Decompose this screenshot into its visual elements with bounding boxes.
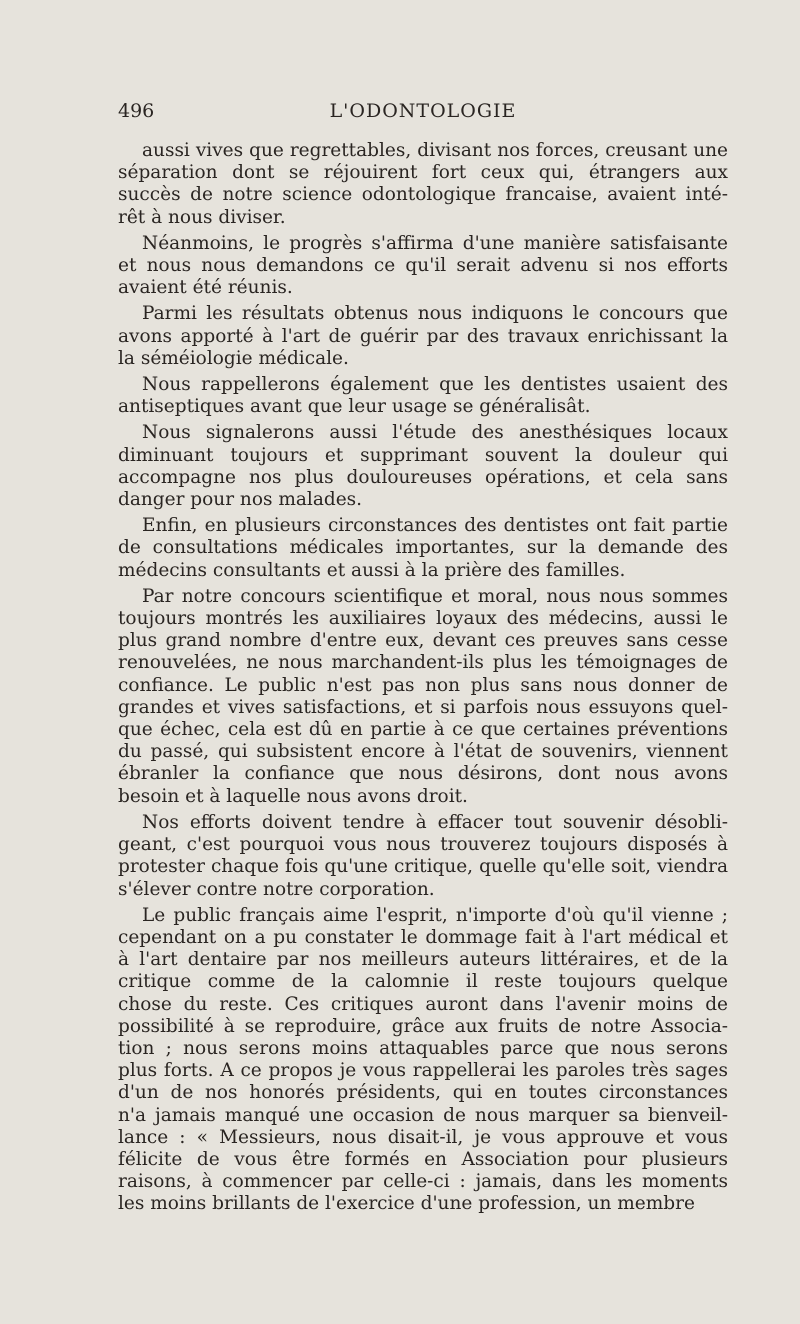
text-line: et nous nous demandons ce qu'il serait advenu si nos efforts — [118, 255, 728, 277]
text-line: d'un de nos honorés présidents, qui en toutes circonstances — [118, 1082, 728, 1104]
text-line: toujours montrés les auxiliaires loyaux des médecins, aussi le — [118, 608, 728, 630]
paragraph — [118, 303, 728, 370]
text-line: raisons, à commencer par celle-ci : jamais, dans les moments — [118, 1171, 728, 1193]
paragraph — [118, 905, 728, 1216]
text-line: critique comme de la calomnie il reste toujours quelque — [118, 971, 728, 993]
text-line: félicite de vous être formés en Association pour plusieurs — [118, 1148, 728, 1170]
text-line: tion ; nous serons moins attaquables parce que nous serons — [118, 1037, 728, 1059]
text-line: ébranler la confiance que nous désirons, dont nous avons — [118, 763, 728, 785]
text-line: Parmi les résultats obtenus nous indiquons le concours que — [142, 303, 728, 325]
text-line: danger pour nos malades. — [118, 489, 363, 511]
text-line: la séméiologie médicale. — [118, 347, 349, 369]
paragraph — [118, 233, 728, 300]
page-number: 496 — [118, 100, 155, 122]
paragraph — [118, 374, 728, 418]
text-line: diminuant toujours et supprimant souvent la douleur qui — [118, 444, 728, 466]
text-line: succès de notre science odontologique francaise, avaient inté- — [118, 184, 728, 206]
text-line: plus forts. A ce propos je vous rappellerai les paroles très sages — [118, 1060, 728, 1082]
text-line: les moins brillants de l'exercice d'une profession, un membre — [118, 1193, 695, 1215]
text-line: chose du reste. Ces critiques auront dans l'avenir moins de — [118, 993, 728, 1015]
text-line: séparation dont se réjouirent fort ceux qui, étrangers aux — [118, 162, 728, 184]
text-line: Nos efforts doivent tendre à effacer tout souvenir désobli- — [142, 811, 728, 833]
text-line: plus grand nombre d'entre eux, devant ces preuves sans cesse — [118, 630, 728, 652]
text-line: de consultations médicales importantes, sur la demande des — [118, 537, 728, 559]
text-line: Nous rappellerons également que les dentistes usaient des — [142, 374, 728, 396]
text-line: renouvelées, ne nous marchandent-ils plus les témoignages de — [118, 652, 728, 674]
running-title: L'ODONTOLOGIE — [329, 100, 517, 122]
text-line: Néanmoins, le progrès s'affirma d'une manière satisfaisante — [142, 232, 728, 254]
text-line: lance : « Messieurs, nous disait-il, je vous approuve et vous — [118, 1126, 728, 1148]
text-line: Nous signalerons aussi l'étude des anesthésiques locaux — [142, 422, 728, 444]
text-line: aussi vives que regrettables, divisant nos forces, creusant une — [142, 140, 728, 161]
text-line: Par notre concours scientifique et moral, nous nous sommes — [142, 585, 728, 607]
text-line: grandes et vives satisfactions, et si parfois nous essuyons quel- — [118, 696, 728, 718]
text-line: rêt à nous diviser. — [118, 206, 286, 228]
paragraph — [118, 812, 728, 901]
text-line: Enfin, en plusieurs circonstances des dentistes ont fait partie — [142, 515, 728, 537]
body-text — [118, 140, 728, 1220]
text-line: geant, c'est pourquoi vous nous trouverez toujours disposés à — [118, 834, 728, 856]
text-line: s'élever contre notre corporation. — [118, 878, 435, 900]
text-line: médecins consultants et aussi à la prière des familles. — [118, 559, 626, 581]
paragraph — [118, 422, 728, 511]
text-line: avons apporté à l'art de guérir par des travaux enrichissant la — [118, 325, 728, 347]
text-line: accompagne nos plus douloureuses opérations, et cela sans — [118, 466, 728, 488]
text-line: possibilité à se reproduire, grâce aux fruits de notre Associa- — [118, 1015, 728, 1037]
text-line: protester chaque fois qu'une critique, quelle qu'elle soit, viendra — [118, 856, 728, 878]
text-line: confiance. Le public n'est pas non plus sans nous donner de — [118, 674, 728, 696]
text-line: que échec, cela est dû en partie à ce que certaines préventions — [118, 719, 728, 741]
text-line: à l'art dentaire par nos meilleurs auteurs littéraires, et de la — [118, 949, 728, 971]
text-line: n'a jamais manqué une occasion de nous marquer sa bienveil- — [118, 1104, 728, 1126]
paragraph — [118, 586, 728, 808]
paragraph — [118, 140, 728, 229]
page-header — [118, 100, 728, 130]
text-line: cependant on a pu constater le dommage fait à l'art médical et — [118, 926, 728, 948]
text-line: avaient été réunis. — [118, 277, 293, 299]
text-line: antiseptiques avant que leur usage se généralisât. — [118, 396, 591, 418]
paragraph — [118, 515, 728, 582]
text-line: Le public français aime l'esprit, n'importe d'où qu'il vienne ; — [142, 904, 728, 926]
text-line: du passé, qui subsistent encore à l'état de souvenirs, viennent — [118, 741, 728, 763]
text-line: besoin et à laquelle nous avons droit. — [118, 785, 468, 807]
